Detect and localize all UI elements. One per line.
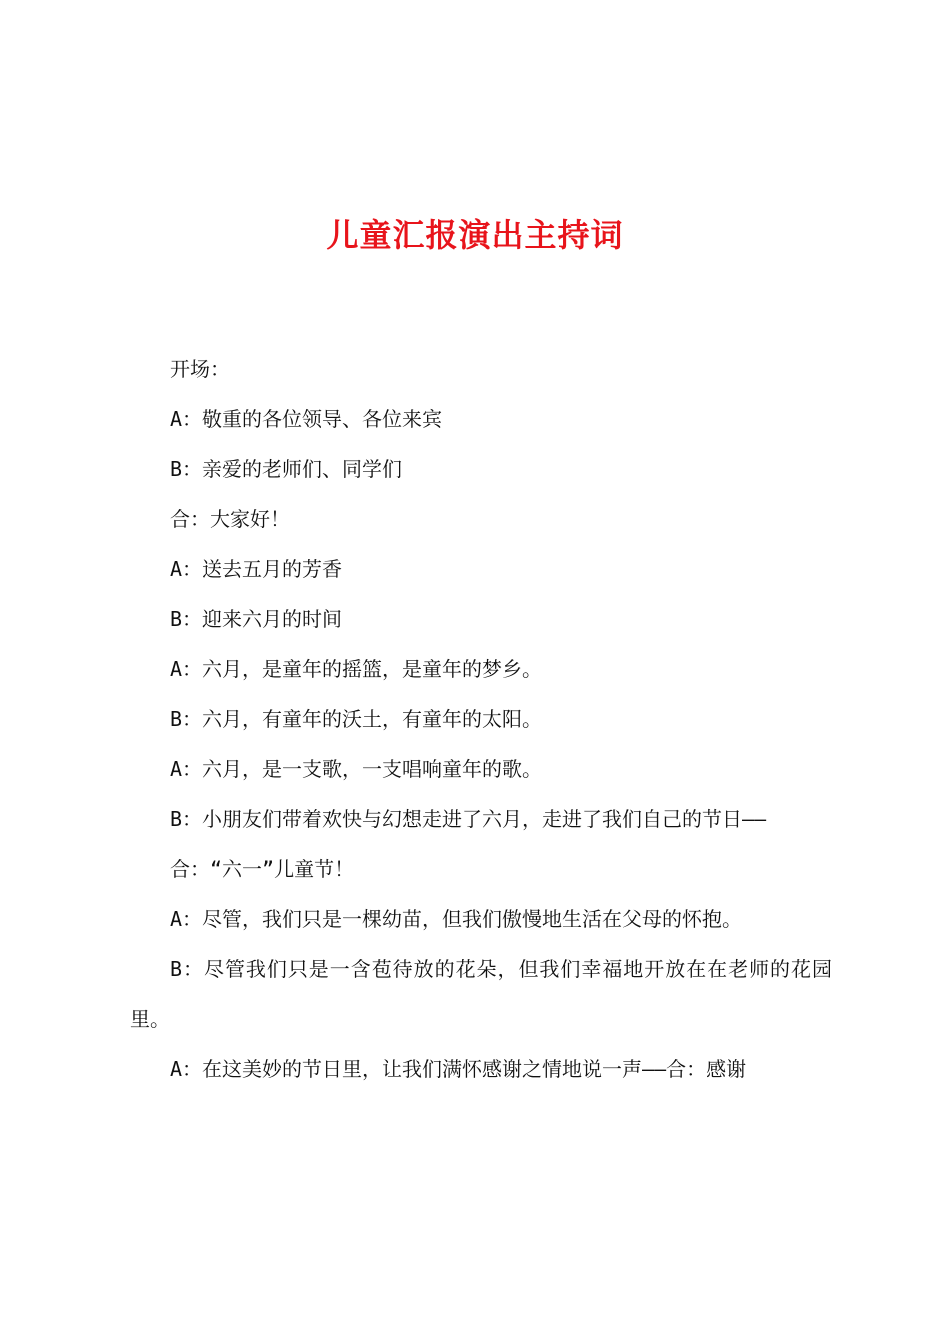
paragraph: A：尽管，我们只是一棵幼苗，但我们傲慢地生活在父母的怀抱。 (170, 907, 743, 931)
paragraph-opening: 开场： (170, 357, 230, 381)
paragraph: A：敬重的各位领导、各位来宾 (170, 407, 443, 431)
paragraph: B：小朋友们带着欢快与幻想走进了六月，走进了我们自己的节日—— (170, 807, 767, 831)
document-body (130, 344, 832, 1094)
paragraph: 合：大家好！ (170, 507, 290, 531)
paragraph: B：亲爱的老师们、同学们 (170, 457, 403, 481)
paragraph: A：送去五月的芳香 (170, 557, 343, 581)
paragraph: A：六月，是一支歌，一支唱响童年的歌。 (170, 757, 543, 781)
paragraph: 合：“六一”儿童节！ (170, 857, 355, 881)
paragraph: B：尽管我们只是一含苞待放的花朵，但我们幸福地开放在在老师的花园里。 (130, 957, 832, 1031)
paragraph: A：六月，是童年的摇篮，是童年的梦乡。 (170, 657, 543, 681)
document-title: 儿童汇报演出主持词 (326, 216, 624, 254)
paragraph: B：六月，有童年的沃土，有童年的太阳。 (170, 707, 543, 731)
paragraph: A：在这美妙的节日里，让我们满怀感谢之情地说一声——合：感谢 (170, 1057, 747, 1081)
paragraph: B：迎来六月的时间 (170, 607, 343, 631)
